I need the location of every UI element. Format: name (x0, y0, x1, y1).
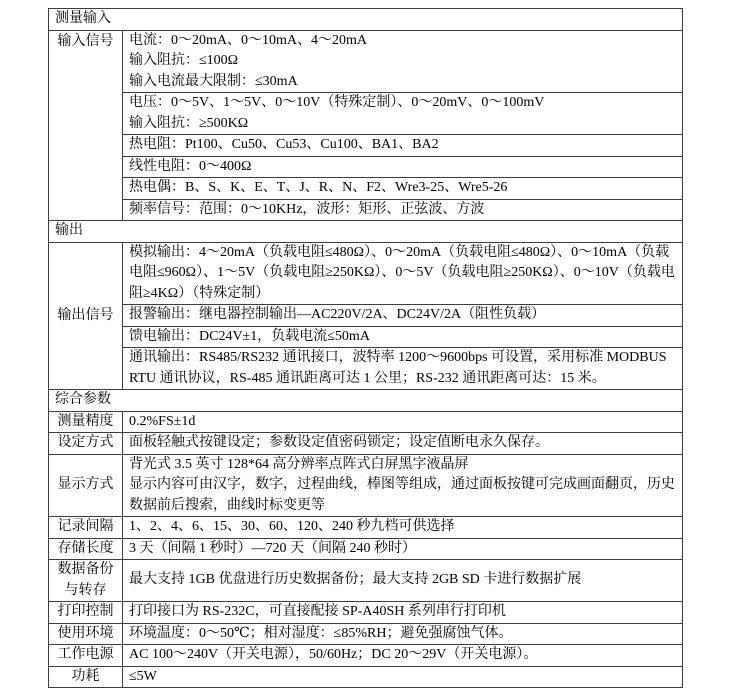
table-row (49, 93, 683, 135)
param-value-record-interval: 1、2、4、6、15、30、60、120、240 秒九档可供选择 (123, 517, 683, 539)
spec-cell-analog-output: 模拟输出：4～20mA（负载电阻≤480Ω）、0～20mA（负载电阻≤480Ω）、0～10mA（负载电阻≤960Ω）、1～5V（负载电阻≥250KΩ）、0～5V（负载电阻≥250KΩ）、0～10V（负载电阻≥4KΩ）（特殊定制） (123, 242, 683, 305)
table-row (49, 178, 683, 200)
table-row (49, 538, 683, 560)
spec-cell-linear-resistance: 线性电阻：0～400Ω (123, 156, 683, 178)
spec-line: 输入阻抗：≥500KΩ (129, 115, 249, 131)
section-header-measure-input: 测量输入 (49, 9, 683, 31)
table-row (49, 517, 683, 539)
spec-line: 输入阻抗：≤100Ω (129, 53, 239, 68)
spec-line: 电流：0～20mA、0～10mA、4～20mA (129, 32, 367, 48)
table-row (49, 221, 683, 243)
table-row (49, 666, 683, 688)
table-row (49, 390, 683, 412)
param-label-storage-length: 存储长度 (49, 538, 123, 560)
param-label-display-mode: 显示方式 (49, 454, 123, 517)
table-row (49, 433, 683, 455)
spec-sheet (48, 8, 683, 688)
table-row (49, 454, 683, 517)
table-row (49, 348, 683, 390)
table-row (49, 645, 683, 667)
label-line: 数据备份 (57, 562, 114, 577)
group-label-input-signal: 输入信号 (49, 30, 123, 221)
spec-line: 背光式 3.5 英寸 128*64 高分辨率点阵式白屏黑字液晶屏 (129, 456, 469, 472)
table-row (49, 30, 683, 93)
table-row (49, 156, 683, 178)
param-value-power-supply: AC 100～240V（开关电源），50/60Hz；DC 20～29V（开关电源）。 (123, 645, 683, 667)
table-row (49, 305, 683, 327)
param-value-accuracy: 0.2%FS±1d (123, 411, 683, 433)
table-row (49, 326, 683, 348)
table-row (49, 602, 683, 624)
table-row (49, 411, 683, 433)
table-row (49, 135, 683, 157)
label-line: 与转存 (64, 582, 107, 598)
section-header-general-params: 综合参数 (49, 390, 683, 412)
param-label-print-control: 打印控制 (49, 602, 123, 624)
spec-cell-feed-output: 馈电输出：DC24V±1，负载电流≤50mA (123, 326, 683, 348)
table-row (49, 199, 683, 221)
param-label-setting-method: 设定方式 (49, 433, 123, 455)
param-label-accuracy: 测量精度 (49, 411, 123, 433)
spec-cell-comm-output: 通讯输出：RS485/RS232 通讯接口，波特率 1200～9600bps 可设置，采用标准 MODBUS RTU 通讯协议，RS-485 通讯距离可达 1 公里；RS-232 通讯距离可达：15 米。 (123, 348, 683, 390)
spec-line: 显示内容可由汉字，数字，过程曲线，棒图等组成，通过面板按键可完成画面翻页，历史数据前后搜索，曲线时标变更等 (129, 477, 675, 513)
spec-line: 输入电流最大限制：≤30mA (129, 73, 298, 89)
table-row (49, 9, 683, 31)
param-value-environment: 环境温度：0～50℃；相对湿度：≤85%RH；避免强腐蚀气体。 (123, 623, 683, 645)
param-value-storage-length: 3 天（间隔 1 秒时）—720 天（间隔 240 秒时） (123, 538, 683, 560)
param-value-display-mode (123, 454, 683, 517)
group-label-output-signal: 输出信号 (49, 242, 123, 390)
spec-cell-voltage (123, 93, 683, 135)
param-label-environment: 使用环境 (49, 623, 123, 645)
spec-table (48, 8, 683, 688)
table-row (49, 560, 683, 602)
param-label-power-consumption: 功耗 (49, 666, 123, 688)
section-header-output: 输出 (49, 221, 683, 243)
param-label-power-supply: 工作电源 (49, 645, 123, 667)
param-label-record-interval: 记录间隔 (49, 517, 123, 539)
param-value-power-consumption: ≤5W (123, 666, 683, 688)
param-value-setting-method: 面板轻触式按键设定；参数设定值密码锁定；设定值断电永久保存。 (123, 433, 683, 455)
spec-cell-thermocouple: 热电偶：B、S、K、E、T、J、R、N、F2、Wre3-25、Wre5-26 (123, 178, 683, 200)
param-label-data-backup (49, 560, 123, 602)
spec-cell-frequency: 频率信号：范围：0～10KHz，波形：矩形、正弦波、方波 (123, 199, 683, 221)
table-row (49, 623, 683, 645)
spec-cell-rtd: 热电阻：Pt100、Cu50、Cu53、Cu100、BA1、BA2 (123, 135, 683, 157)
spec-cell-alarm-output: 报警输出：继电器控制输出—AC220V/2A、DC24V/2A（阻性负载） (123, 305, 683, 327)
spec-cell-current (123, 30, 683, 93)
param-value-data-backup: 最大支持 1GB 优盘进行历史数据备份；最大支持 2GB SD 卡进行数据扩展 (123, 560, 683, 602)
param-value-print-control: 打印接口为 RS-232C，可直接配接 SP-A40SH 系列串行打印机 (123, 602, 683, 624)
table-row (49, 242, 683, 305)
spec-line: 电压：0～5V、1～5V、0～10V（特殊定制）、0～20mV、0～100mV (129, 95, 545, 110)
